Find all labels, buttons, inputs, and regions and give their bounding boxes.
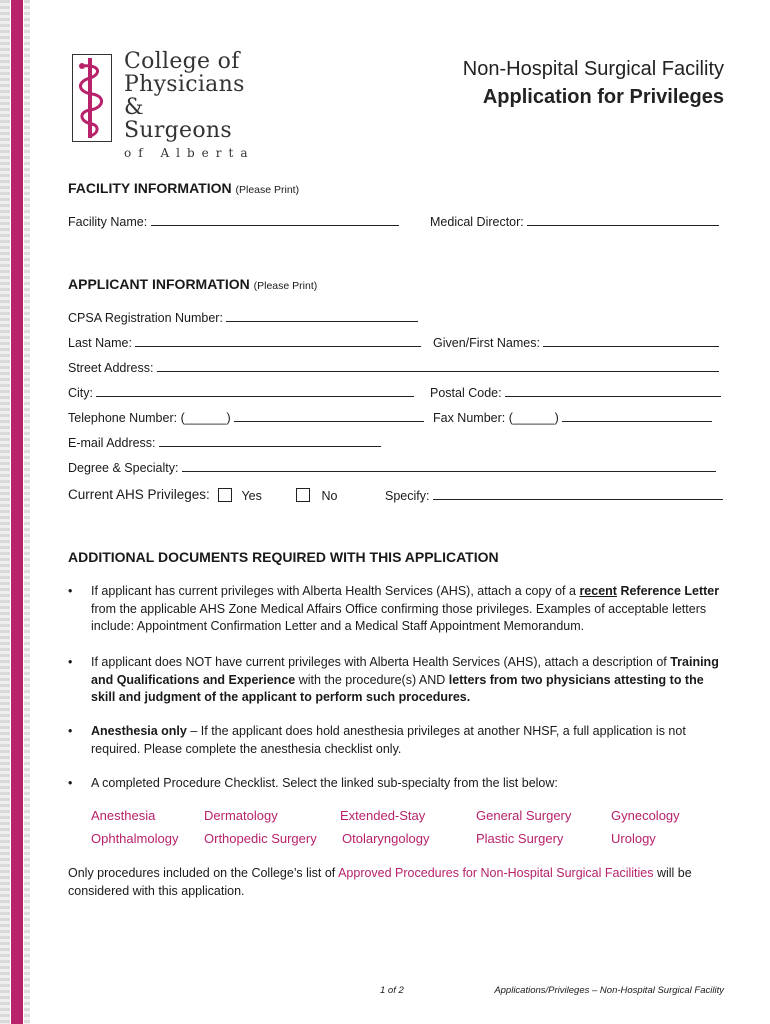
facility-info-heading <box>68 180 299 196</box>
document-subtitle: Application for Privileges <box>482 86 724 108</box>
facility-name-field[interactable] <box>68 214 399 229</box>
closing-text-a: Only procedures included on the College’s list of <box>68 866 339 880</box>
street-address-label: Street Address: <box>68 361 154 375</box>
b3-bold: Anesthesia only <box>91 724 187 738</box>
b2-bold-training: Training and Qualifications and Experience <box>91 655 719 687</box>
bullet-dot: • <box>68 724 73 738</box>
footer-document-name: Applications/Privileges – Non-Hospital Surgical Facility <box>494 985 724 996</box>
closing-text-b: will be considered with this application. <box>68 866 692 898</box>
city-label: City: <box>68 386 93 400</box>
last-name-line[interactable] <box>135 335 421 347</box>
link-extended-stay[interactable]: Extended-Stay <box>340 808 426 823</box>
bullet-anesthesia <box>68 723 728 758</box>
given-names-label: Given/First Names: <box>433 336 540 350</box>
city-line[interactable] <box>96 385 414 397</box>
document-title: Non-Hospital Surgical Facility <box>462 58 724 80</box>
b2-text-b: with the procedure(s) AND <box>295 672 449 687</box>
b2-bold-letters: letters from two physicians attesting to the skill and judgment of the applicant to perform such procedures. <box>91 672 704 704</box>
fax-field[interactable] <box>433 410 712 425</box>
current-ahs-privileges-label-wrap <box>68 487 210 502</box>
city-field[interactable] <box>68 385 414 400</box>
bullet-procedure-checklist <box>68 775 728 793</box>
link-plastic-surgery[interactable]: Plastic Surgery <box>476 831 564 846</box>
bullet-no-privileges-text <box>91 654 728 707</box>
last-name-field[interactable] <box>68 335 421 350</box>
postal-code-line[interactable] <box>505 385 721 397</box>
bullet-dot: • <box>68 584 73 598</box>
link-dermatology[interactable]: Dermatology <box>204 808 278 823</box>
email-line[interactable] <box>159 435 381 447</box>
facility-heading-text: FACILITY INFORMATION <box>68 180 232 196</box>
left-edge-pattern-inner <box>24 0 30 1024</box>
ahs-yes-option[interactable] <box>218 488 262 503</box>
link-urology[interactable]: Urology <box>611 831 656 846</box>
left-accent-bar <box>11 0 23 1024</box>
link-anesthesia[interactable]: Anesthesia <box>91 808 156 823</box>
telephone-line[interactable] <box>234 410 424 422</box>
logo-line-2: Physicians <box>124 72 245 97</box>
current-ahs-privileges-label: Current AHS Privileges: <box>68 487 210 502</box>
left-edge-pattern <box>0 0 10 1024</box>
telephone-label: Telephone Number: (______) <box>68 411 231 425</box>
specify-line[interactable] <box>433 488 723 500</box>
facility-name-line[interactable] <box>151 214 399 226</box>
logo-wordmark <box>124 50 258 160</box>
applicant-heading-note: (Please Print) <box>253 280 318 292</box>
cpsa-logo <box>68 49 258 160</box>
link-gynecology[interactable]: Gynecology <box>611 808 680 823</box>
closing-paragraph <box>68 865 718 900</box>
link-general-surgery[interactable]: General Surgery <box>476 808 572 823</box>
street-address-line[interactable] <box>157 360 719 372</box>
logo-line-4: of Alberta <box>124 146 255 160</box>
bullet-procedure-checklist-text: A completed Procedure Checklist. Select the linked sub-specialty from the list below: <box>91 776 558 790</box>
b1-text-a: If applicant has current privileges with Alberta Health Services (AHS), attach a copy of a <box>91 584 580 598</box>
specify-label: Specify: <box>385 489 430 503</box>
logo-line-3: & Surgeons <box>124 95 232 143</box>
ahs-yes-checkbox[interactable] <box>218 488 232 502</box>
telephone-field[interactable] <box>68 410 424 425</box>
postal-code-field[interactable] <box>430 385 721 400</box>
bullet-current-privileges <box>68 583 728 636</box>
last-name-label: Last Name: <box>68 336 132 350</box>
degree-specialty-label: Degree & Specialty: <box>68 461 179 475</box>
degree-specialty-field[interactable] <box>68 460 716 475</box>
ahs-no-option[interactable] <box>296 488 337 503</box>
street-address-field[interactable] <box>68 360 719 375</box>
email-label: E-mail Address: <box>68 436 156 450</box>
bullet-dot: • <box>68 776 73 790</box>
degree-specialty-line[interactable] <box>182 460 716 472</box>
given-names-field[interactable] <box>433 335 719 350</box>
bullet-no-privileges <box>68 654 728 707</box>
medical-director-field[interactable] <box>430 214 719 229</box>
cpsa-registration-field[interactable] <box>68 310 418 325</box>
bullet-dot: • <box>68 655 73 669</box>
fax-label: Fax Number: (______) <box>433 411 559 425</box>
given-names-line[interactable] <box>543 335 719 347</box>
bullet-anesthesia-text <box>91 723 728 758</box>
b1-text-b: from the applicable AHS Zone Medical Affairs Office confirming those privileges. Examples of acceptable letters include: Appointment Confirmation Letter and a Medical Staff Appointment Memorandum. <box>91 601 707 633</box>
ahs-no-label: No <box>321 489 338 503</box>
b1-recent: recent <box>579 584 617 598</box>
applicant-info-heading <box>68 276 317 292</box>
bullet-current-privileges-text <box>91 583 728 636</box>
fax-line[interactable] <box>562 410 712 422</box>
medical-director-line[interactable] <box>527 214 719 226</box>
link-orthopedic-surgery[interactable]: Orthopedic Surgery <box>204 831 317 846</box>
email-field[interactable] <box>68 435 381 450</box>
medical-director-label: Medical Director: <box>430 215 524 229</box>
cpsa-registration-line[interactable] <box>226 310 418 322</box>
facility-heading-note: (Please Print) <box>235 184 300 196</box>
postal-code-label: Postal Code: <box>430 386 502 400</box>
logo-line-1: College of <box>124 49 240 74</box>
facility-name-label: Facility Name: <box>68 215 148 229</box>
specify-field[interactable] <box>385 488 723 503</box>
b2-text-a: If applicant does NOT have current privileges with Alberta Health Services (AHS), attach a description of <box>91 655 671 669</box>
ahs-no-checkbox[interactable] <box>296 488 310 502</box>
link-ophthalmology[interactable]: Ophthalmology <box>91 831 179 846</box>
approved-procedures-link[interactable]: Approved Procedures for Non-Hospital Surgical Facilities <box>338 866 654 880</box>
caduceus-icon <box>70 60 110 140</box>
page-number: 1 of 2 <box>380 985 404 996</box>
b1-reference-letter: Reference Letter <box>616 584 720 598</box>
ahs-yes-label: Yes <box>241 489 262 503</box>
link-otolaryngology[interactable]: Otolaryngology <box>342 831 430 846</box>
additional-docs-heading: ADDITIONAL DOCUMENTS REQUIRED WITH THIS APPLICATION <box>68 549 499 565</box>
cpsa-registration-label: CPSA Registration Number: <box>68 311 223 325</box>
b3-text: – If the applicant does hold anesthesia privileges at another NHSF, a full application is not required. Please complete the anesthesia checklist only. <box>91 724 686 756</box>
applicant-heading-text: APPLICANT INFORMATION <box>68 276 250 292</box>
